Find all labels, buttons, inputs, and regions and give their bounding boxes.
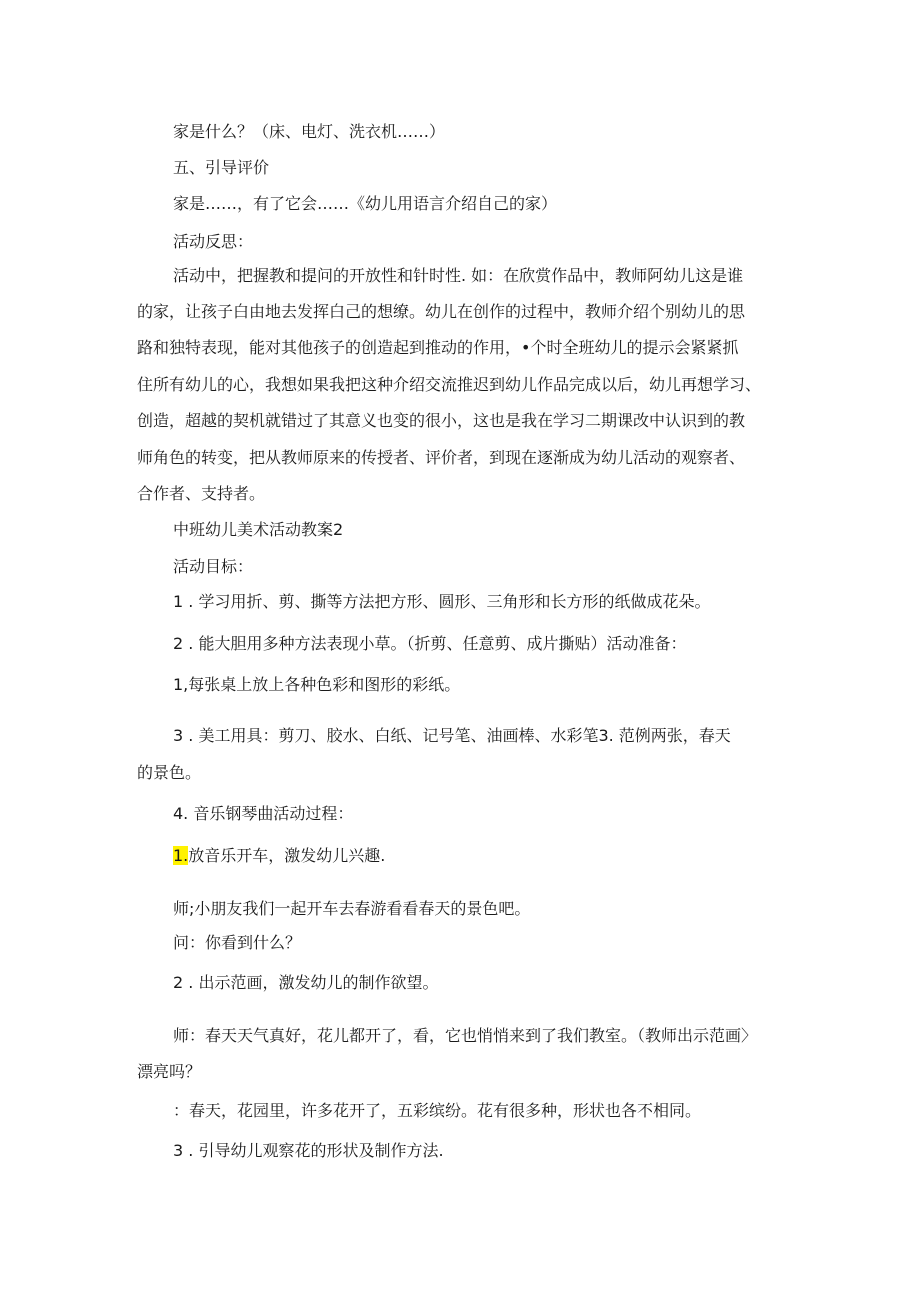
section-heading: 五、引导评价 bbox=[173, 158, 270, 177]
paragraph-line: 住所有幼儿的心，我想如果我把这种介绍交流推迟到幼儿作品完成以后，幼儿再想学习、 bbox=[137, 375, 762, 394]
list-item: 4. 音乐钢琴曲活动过程： bbox=[173, 804, 354, 823]
list-item: 1,每张桌上放上各种色彩和图形的彩纸。 bbox=[173, 675, 461, 694]
paragraph-line: 师角色的转变，把从教师原来的传授者、评价者，到现在逐渐成为幼儿活动的观察者、 bbox=[137, 448, 746, 467]
text-line: 家是……，有了它会……《幼儿用语言介绍自己的家） bbox=[173, 194, 558, 213]
paragraph-line: 创造，超越的契机就错过了其意义也变的很小，这也是我在学习二期课改中认识到的教 bbox=[137, 411, 746, 430]
list-item: 3 . 引导幼儿观察花的形状及制作方法. bbox=[173, 1141, 444, 1160]
highlight-marker: 1. bbox=[173, 846, 189, 865]
dialogue-line: 师：春天天气真好，花儿都开了，看，它也悄悄来到了我们教室。（教师出示范画〉 bbox=[173, 1026, 758, 1045]
dialogue-line: ：春天，花园里，许多花开了，五彩缤纷。花有很多种，形状也各不相同。 bbox=[173, 1101, 702, 1120]
list-item: 3 . 美工用具：剪刀、胶水、白纸、记号笔、油画棒、水彩笔3. 范例两张，春天 bbox=[173, 726, 731, 745]
list-item-continuation: 的景色。 bbox=[137, 763, 202, 782]
text-line: 家是什么？（床、电灯、洗衣机……） bbox=[173, 122, 446, 141]
dialogue-line: 师;小朋友我们一起开车去春游看看春天的景色吧。 bbox=[173, 899, 531, 918]
list-item: 2 . 出示范画，激发幼儿的制作欲望。 bbox=[173, 973, 439, 992]
paragraph-line: 的家，让孩子白由地去发挥白己的想缭。幼儿在创作的过程中，教师介绍个别幼儿的思 bbox=[137, 302, 746, 321]
paragraph-line: 合作者、支持者。 bbox=[137, 484, 266, 503]
paragraph-line: 路和独特表现，能对其他孩子的创造起到推动的作用，•个时全班幼儿的提示会紧紧抓 bbox=[137, 338, 739, 357]
list-item: 1 . 学习用折、剪、撕等方法把方形、圆形、三角形和长方形的纸做成花朵。 bbox=[173, 592, 711, 611]
section-heading: 活动目标： bbox=[173, 557, 254, 576]
page-title: 中班幼儿美术活动教案2 bbox=[173, 520, 344, 539]
dialogue-line: 问：你看到什么？ bbox=[173, 933, 302, 952]
dialogue-line: 漂亮吗？ bbox=[137, 1062, 202, 1081]
list-item: 2 . 能大胆用多种方法表现小草。（折剪、任意剪、成片撕贴）活动准备： bbox=[173, 634, 687, 653]
section-heading: 活动反思： bbox=[173, 232, 254, 251]
list-item bbox=[173, 846, 385, 866]
list-item-text: 放音乐开车，激发幼儿兴趣. bbox=[188, 846, 386, 865]
paragraph-line: 活动中，把握教和提问的开放性和针时性. 如：在欣赏作品中，教师阿幼儿这是谁 bbox=[173, 266, 744, 285]
